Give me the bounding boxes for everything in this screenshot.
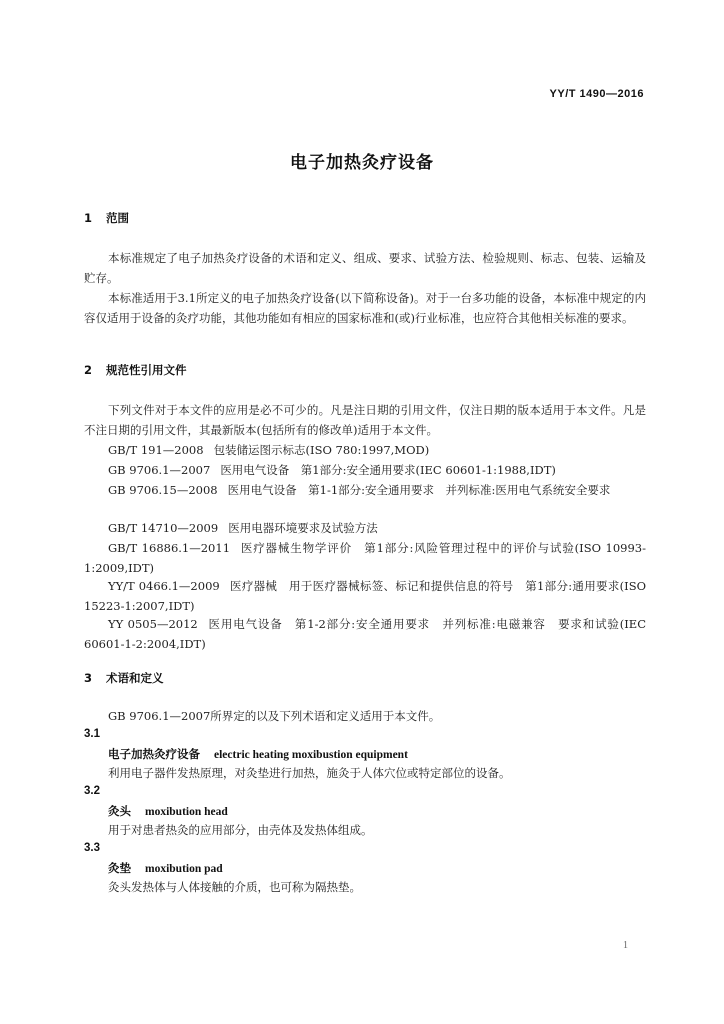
reference-text: 医用电器环境要求及试验方法	[228, 521, 378, 535]
section-3-heading	[84, 670, 164, 686]
term-chinese: 电子加热灸疗设备	[108, 747, 200, 761]
reference-text: 医用电气设备 第1-1部分:安全通用要求 并列标准:医用电气系统安全要求	[227, 483, 611, 497]
section-title: 规范性引用文件	[106, 363, 187, 377]
document-code: YY/T 1490—2016	[549, 88, 644, 100]
term-entry	[108, 860, 223, 876]
reference-item	[84, 576, 646, 616]
scope-paragraph-2: 本标准适用于3.1所定义的电子加热灸疗设备(以下简称设备)。对于一台多功能的设备，本标准中规定的内容仅适用于设备的灸疗功能，其他功能如有相应的国家标准和(或)行业标准，也应符合其他相关标准的要求。	[84, 291, 646, 325]
section-1-heading	[84, 210, 129, 226]
reference-code: GB/T 16886.1—2011	[108, 541, 231, 555]
reference-code: YY 0505—2012	[108, 617, 198, 631]
reference-code: GB 9706.1—2007	[108, 463, 211, 477]
reference-code: YY/T 0466.1—2009	[108, 579, 220, 593]
section-number: 2	[84, 363, 93, 377]
references-intro: 下列文件对于本文件的应用是必不可少的。凡是注日期的引用文件，仅注日期的版本适用于本文件。凡是不注日期的引用文件，其最新版本(包括所有的修改单)适用于本文件。	[84, 403, 646, 437]
reference-text: 医用电气设备 第1部分:安全通用要求(IEC 60601-1:1988,IDT)	[220, 463, 556, 477]
term-english: electric heating moxibustion equipment	[214, 749, 408, 761]
reference-code: GB/T 191—2008	[108, 443, 204, 457]
reference-text: 包装储运图示标志(ISO 780:1997,MOD)	[213, 443, 430, 457]
term-english: moxibution head	[145, 806, 228, 818]
term-definition: 灸头发热体与人体接触的介质，也可称为隔热垫。	[108, 880, 361, 894]
reference-item	[84, 480, 646, 500]
section-title: 术语和定义	[106, 671, 164, 685]
reference-item	[84, 518, 646, 538]
terms-intro: GB 9706.1—2007所界定的以及下列术语和定义适用于本文件。	[108, 709, 441, 723]
term-chinese: 灸头	[108, 804, 131, 818]
section-2-heading	[84, 362, 187, 378]
reference-item	[84, 460, 646, 480]
term-english: moxibution pad	[145, 863, 223, 875]
clause-number: 3.1	[84, 728, 100, 740]
term-definition: 用于对患者热灸的应用部分，由壳体及发热体组成。	[108, 823, 373, 837]
scope-paragraph-1: 本标准规定了电子加热灸疗设备的术语和定义、组成、要求、试验方法、检验规则、标志、包装、运输及贮存。	[84, 251, 646, 285]
page-number: 1	[623, 940, 628, 951]
term-entry	[108, 746, 408, 762]
reference-code: GB 9706.15—2008	[108, 483, 218, 497]
term-chinese: 灸垫	[108, 861, 131, 875]
document-title: 电子加热灸疗设备	[290, 153, 434, 173]
reference-text: 医疗器械生物学评价 第1部分:风险管理过程中的评价与试验(ISO 10993-1:2009,IDT)	[84, 541, 646, 575]
reference-item	[84, 538, 646, 578]
reference-text: 医用电气设备 第1-2部分:安全通用要求 并列标准:电磁兼容 要求和试验(IEC 60601-1-2:2004,IDT)	[84, 617, 646, 651]
reference-item	[84, 440, 646, 460]
reference-code: GB/T 14710—2009	[108, 521, 219, 535]
clause-number: 3.3	[84, 842, 100, 854]
term-entry	[108, 803, 228, 819]
section-title: 范围	[106, 211, 129, 225]
reference-item	[84, 614, 646, 654]
reference-text: 医疗器械 用于医疗器械标签、标记和提供信息的符号 第1部分:通用要求(ISO 15223-1:2007,IDT)	[84, 579, 646, 613]
section-number: 3	[84, 671, 93, 685]
clause-number: 3.2	[84, 785, 100, 797]
term-definition: 利用电子器件发热原理，对灸垫进行加热，施灸于人体穴位或特定部位的设备。	[108, 766, 511, 780]
section-number: 1	[84, 211, 93, 225]
